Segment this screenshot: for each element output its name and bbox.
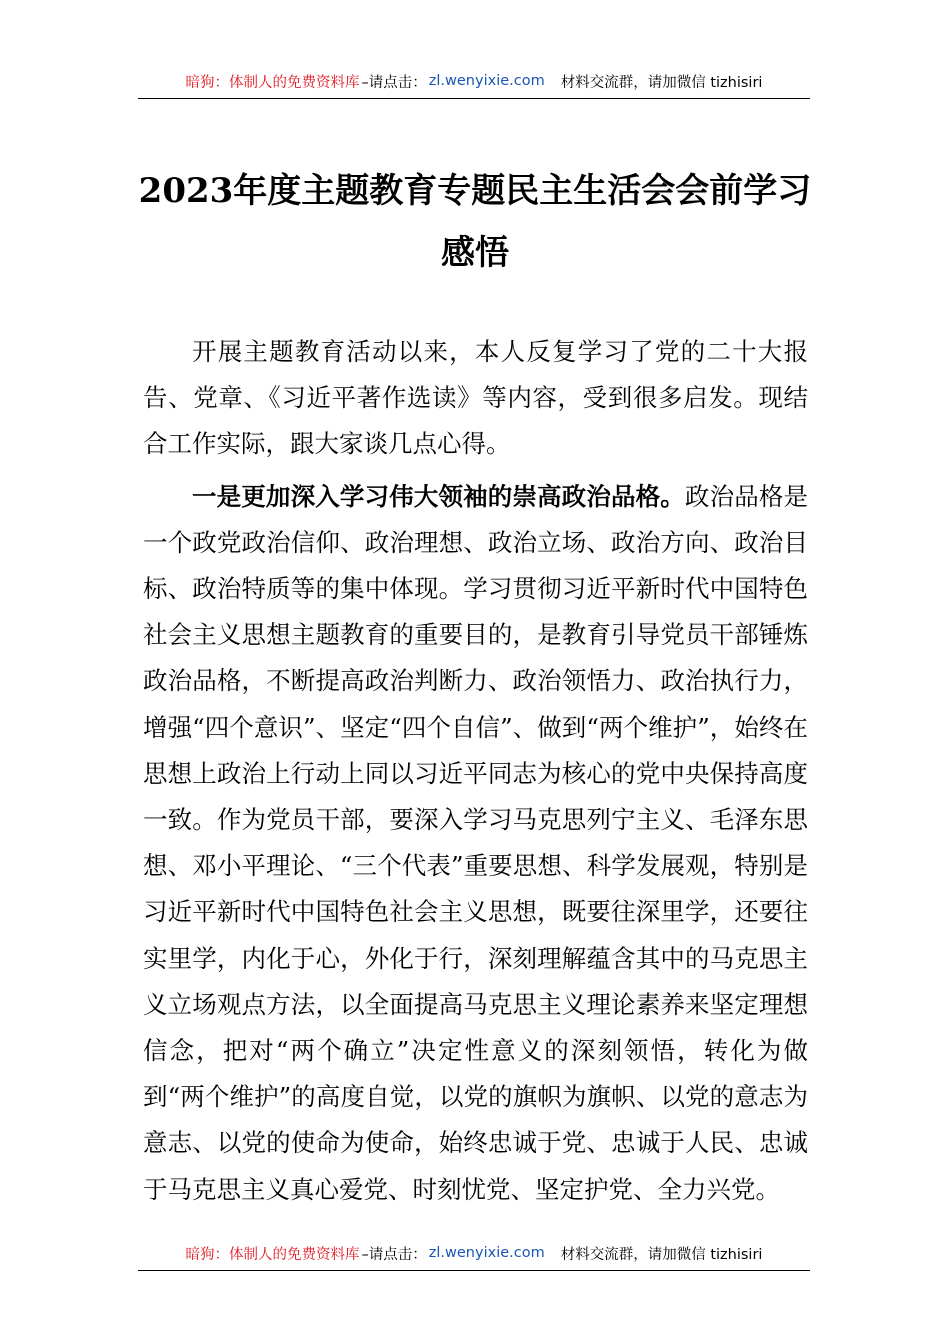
document-title: 2023年度主题教育专题民主生活会会前学习感悟 xyxy=(138,171,812,273)
paragraph-point-one-lead: 一是更加深入学习伟大领袖的崇高政治品格。 xyxy=(192,481,685,511)
footer-banner xyxy=(138,1236,810,1271)
header-link[interactable]: zl.wenyixie.com xyxy=(428,73,545,89)
footer-link[interactable]: zl.wenyixie.com xyxy=(428,1245,545,1261)
footer-brand: 暗狗：体制人的免费资料库 xyxy=(185,1246,360,1263)
paragraph-intro-text: 开展主题教育活动以来，本人反复学习了党的二十大报告、党章、《习近平著作选读》等内容，受到很多启发。现结合工作实际，跟大家谈几点心得。 xyxy=(143,337,808,459)
footer-contact: 材料交流群，请加微信 tizhisiri xyxy=(560,1246,763,1263)
document-body xyxy=(143,329,808,1213)
header-brand: 暗狗：体制人的免费资料库 xyxy=(185,74,360,91)
header-contact: 材料交流群，请加微信 tizhisiri xyxy=(560,74,763,91)
footer-prompt: –请点击： xyxy=(361,1246,427,1263)
paragraph-point-one xyxy=(143,474,808,1213)
header-banner xyxy=(138,64,810,99)
paragraph-intro xyxy=(143,329,808,468)
paragraph-point-one-text: 政治品格是一个政党政治信仰、政治理想、政治立场、政治方向、政治目标、政治特质等的集中体现。学习贯彻习近平新时代中国特色社会主义思想主题教育的重要目的，是教育引导党员干部锤炼政治品格，不断提高政治判断力、政治领悟力、政治执行力，增强“四个意识”、坚定“四个自信”、做到“两个维护”，始终在思想上政治上行动上同以习近平同志为核心的党中央保持高度一致。作为党员干部，要深入学习马克思列宁主义、毛泽东思想、邓小平理论、“三个代表”重要思想、科学发展观，特别是习近平新时代中国特色社会主义思想，既要往深里学，还要往实里学，内化于心，外化于行，深刻理解蕴含其中的马克思主义立场观点方法，以全面提高马克思主义理论素养来坚定理想信念，把对“两个确立”决定性意义的深刻领悟，转化为做到“两个维护”的高度自觉，以党的旗帜为旗帜、以党的意志为意志、以党的使命为使命，始终忠诚于党、忠诚于人民、忠诚于马克思主义真心爱党、时刻忧党、坚定护党、全力兴党。 xyxy=(143,481,809,1204)
header-prompt: –请点击： xyxy=(361,74,427,91)
